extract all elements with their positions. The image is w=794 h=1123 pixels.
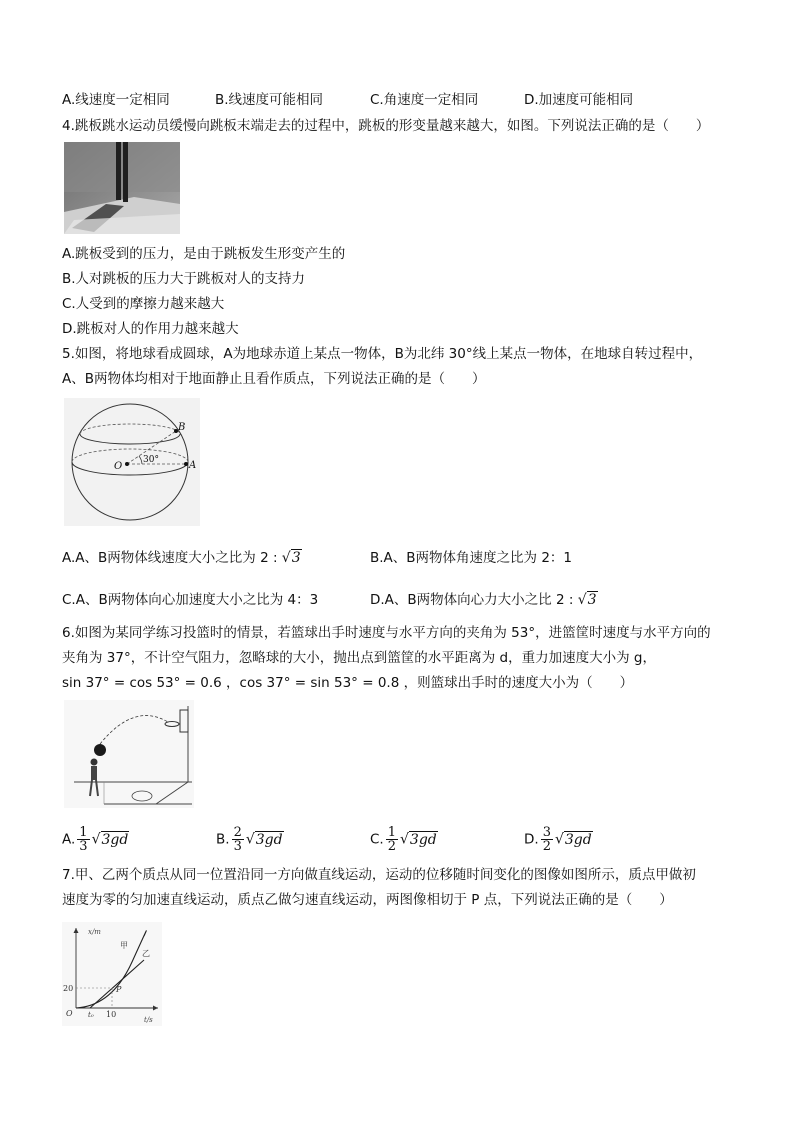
displacement-time-graph xyxy=(62,922,162,1026)
axis-label-t-s: t/s xyxy=(144,1016,153,1024)
q6-option-c-letter: C. xyxy=(370,831,384,848)
fraction-a-den: 3 xyxy=(79,839,88,854)
origin-label: O xyxy=(66,1009,73,1018)
q4-stem: 4.跳板跳水运动员缓慢向跳板末端走去的过程中，跳板的形变量越来越大，如图。下列说法正确的是（ ） xyxy=(62,118,710,134)
y-tick-20: 20 xyxy=(63,984,74,993)
q4-option-b: B.人对跳板的压力大于跳板对人的支持力 xyxy=(62,271,306,287)
fraction-c-den: 2 xyxy=(387,839,396,854)
q3-options xyxy=(62,91,702,109)
sqrt-3-d-radicand: 3 xyxy=(587,592,597,608)
sqrt-b-radicand: 3gd xyxy=(255,831,283,848)
q5-option-d-text: D.A、B两物体向心力大小之比 2 : xyxy=(370,592,578,608)
fraction-d xyxy=(541,826,553,853)
fraction-a xyxy=(77,826,89,853)
sqrt-a: √3gd xyxy=(91,831,129,848)
curve-label-jia: 甲 xyxy=(120,941,128,950)
q4-option-d: D.跳板对人的作用力越来越大 xyxy=(62,321,239,337)
q4-option-a: A.跳板受到的压力，是由于跳板发生形变产生的 xyxy=(62,246,346,262)
fraction-d-num: 3 xyxy=(542,825,551,840)
q6-option-a xyxy=(62,826,129,853)
sqrt-3-d: √3 xyxy=(577,592,597,608)
label-angle: 30° xyxy=(143,455,159,465)
q3-option-b: B.线速度可能相同 xyxy=(215,92,324,108)
q6-option-b-letter: B. xyxy=(216,831,230,848)
q5-option-d xyxy=(370,591,598,609)
q5-stem-line1: 5.如图，将地球看成圆球，A为地球赤道上某点一物体，B为北纬 30°线上某点一物体，在地球自转过程中， xyxy=(62,346,703,362)
q3-option-d: D.加速度可能相同 xyxy=(524,92,634,108)
q3-option-a: A.线速度一定相同 xyxy=(62,92,170,108)
fraction-b xyxy=(232,826,244,853)
sqrt-a-radicand: 3gd xyxy=(101,831,129,848)
label-a: A xyxy=(189,460,197,471)
diving-board-photo xyxy=(64,142,180,234)
q6-option-d-letter: D. xyxy=(524,831,539,848)
sqrt-b: √3gd xyxy=(245,831,283,848)
fraction-b-num: 2 xyxy=(233,825,242,840)
q6-option-b xyxy=(216,826,284,853)
q4-option-c: C.人受到的摩擦力越来越大 xyxy=(62,296,225,312)
q7-stem-line1: 7.甲、乙两个质点从同一位置沿同一方向做直线运动，运动的位移随时间变化的图像如图所示，质点甲做初 xyxy=(62,867,696,883)
fraction-c xyxy=(386,826,398,853)
fraction-a-num: 1 xyxy=(79,825,88,840)
q6-option-d xyxy=(524,826,593,853)
curve-label-yi: 乙 xyxy=(142,949,150,958)
label-o: O xyxy=(114,461,123,472)
x-tick-10: 10 xyxy=(106,1010,117,1019)
fraction-d-den: 2 xyxy=(542,839,551,854)
q6-stem-line2: 夹角为 37°，不计空气阻力，忽略球的大小，抛出点到篮筐的水平距离为 d，重力加速度大小为 g， xyxy=(62,650,656,666)
q6-stem-line3: sin 37° = cos 53° = 0.6 ，cos 37° = sin 53° = 0.8 ，则篮球出手时的速度大小为（ ） xyxy=(62,675,634,691)
point-p-label: P xyxy=(116,985,122,994)
q6-options xyxy=(62,826,702,860)
q6-option-a-letter: A. xyxy=(62,831,76,848)
q5-option-c: C.A、B两物体向心加速度大小之比为 4：3 xyxy=(62,592,319,608)
q5-stem-line2: A、B两物体均相对于地面静止且看作质点，下列说法正确的是（ ） xyxy=(62,371,486,387)
q5-option-b: B.A、B两物体角速度之比为 2：1 xyxy=(370,550,573,566)
fraction-c-num: 1 xyxy=(387,825,396,840)
basketball-shot-figure xyxy=(64,700,194,808)
label-b: B xyxy=(178,422,186,433)
sqrt-c-radicand: 3gd xyxy=(409,831,437,848)
q6-stem-line1: 6.如图为某同学练习投篮时的情景，若篮球出手时速度与水平方向的夹角为 53°，进篮筐时速度与水平方向的 xyxy=(62,625,711,641)
axis-label-x-m: x/m xyxy=(88,928,101,936)
fraction-b-den: 3 xyxy=(233,839,242,854)
sqrt-d-radicand: 3gd xyxy=(564,831,592,848)
q6-option-c xyxy=(370,826,438,853)
sqrt-3-a-radicand: 3 xyxy=(291,550,301,566)
sqrt-c: √3gd xyxy=(400,831,437,848)
q5-option-a-text: A.A、B两物体线速度大小之比为 2 : xyxy=(62,550,282,566)
t0-label: t₀ xyxy=(88,1011,94,1019)
q7-stem-line2: 速度为零的匀加速直线运动，质点乙做匀速直线运动，两图像相切于 P 点，下列说法正确的是（ ） xyxy=(62,892,673,908)
earth-sphere-figure xyxy=(64,398,200,526)
q5-option-a xyxy=(62,549,302,567)
sqrt-d: √3gd xyxy=(554,831,592,848)
q3-option-c: C.角速度一定相同 xyxy=(370,92,479,108)
sqrt-3-a: √3 xyxy=(281,550,301,566)
